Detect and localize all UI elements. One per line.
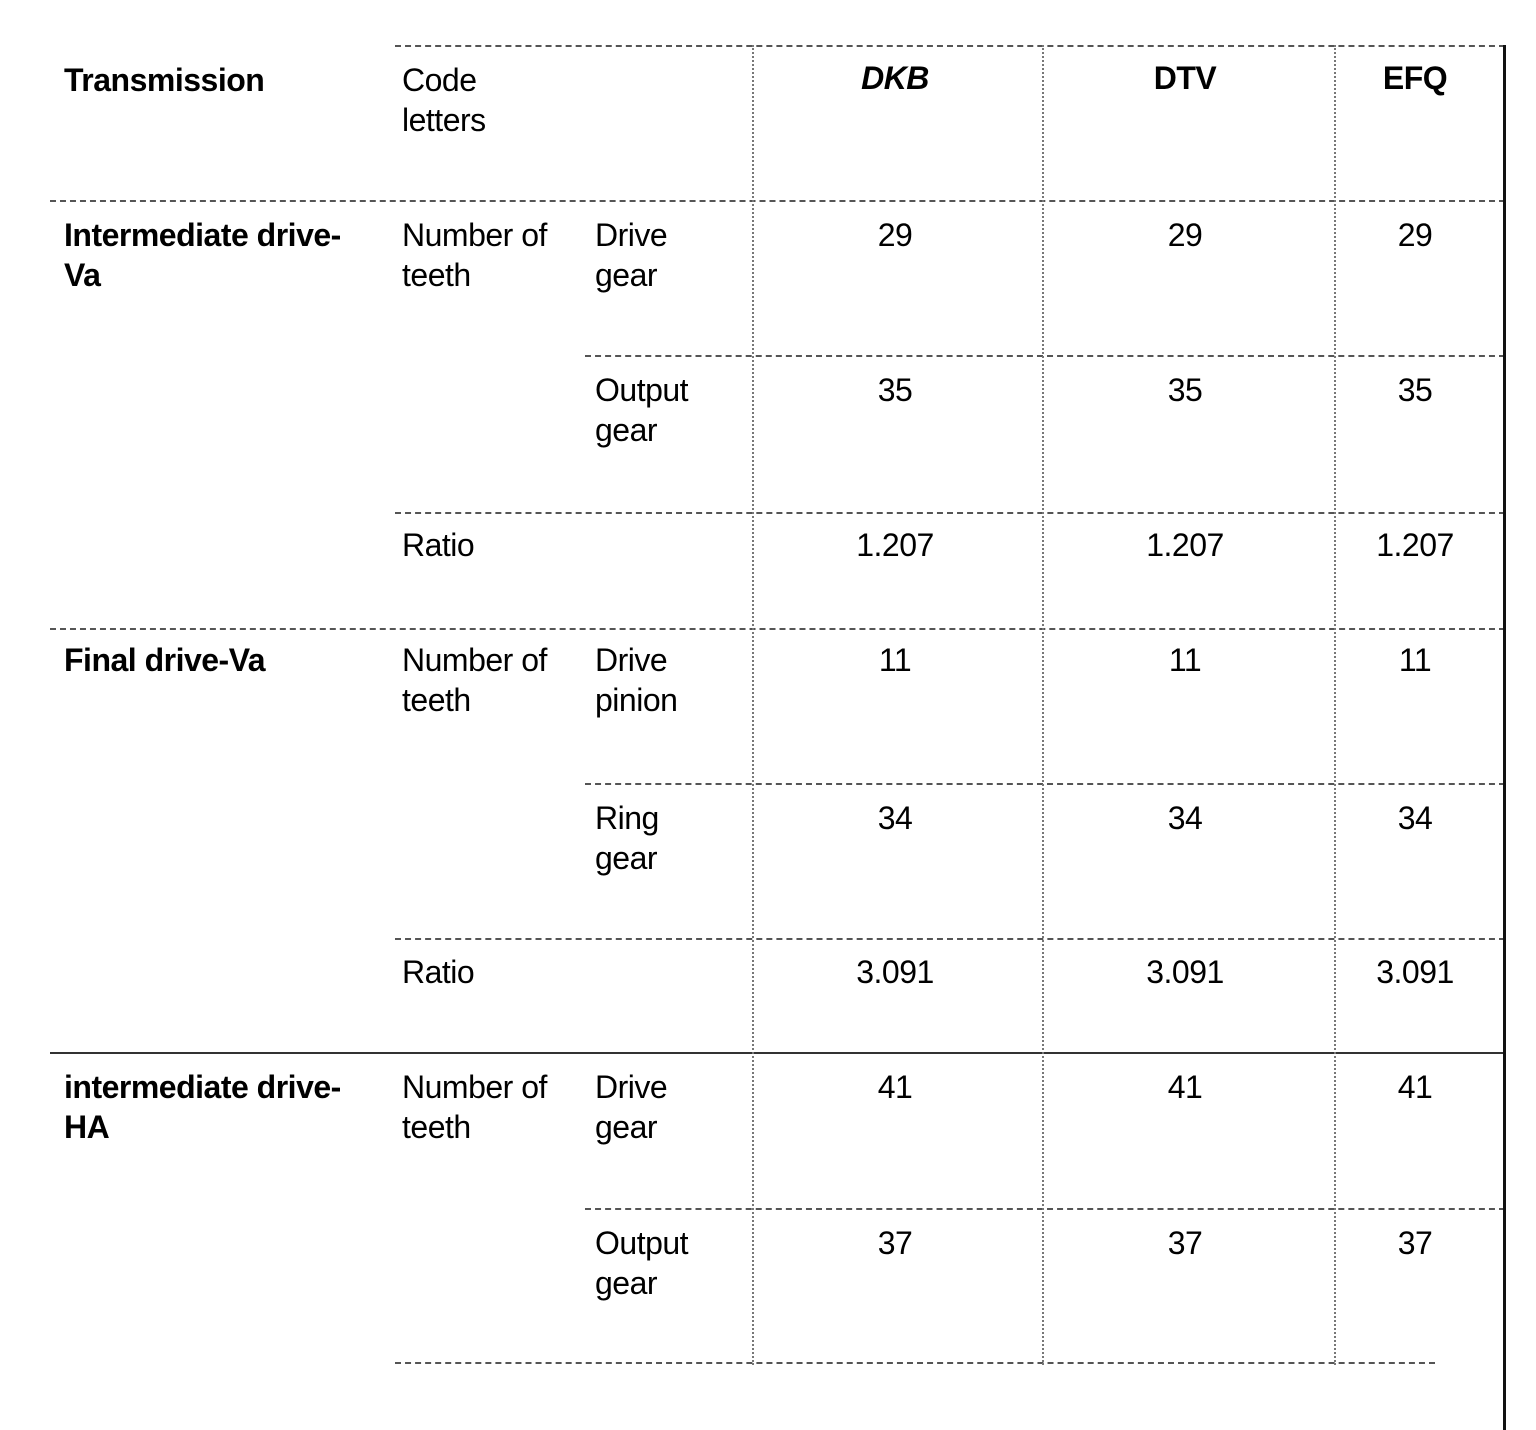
row-label: Ratio	[402, 527, 475, 563]
cell-value: 11	[878, 642, 912, 678]
rule-bottom	[395, 1362, 1435, 1364]
cell-value: 37	[1397, 1225, 1433, 1261]
row-sublabel: Drive pinion	[595, 642, 678, 718]
header-code-letters: Code letters	[402, 62, 486, 138]
row-label: Ratio	[402, 954, 475, 990]
cell-value: 11	[1168, 642, 1202, 678]
rule-below-header	[50, 200, 1505, 202]
cell-value: 34	[1167, 800, 1203, 836]
rule-row-2	[395, 512, 1505, 514]
group-label: Intermediate drive- Va	[64, 217, 341, 293]
row-sublabel: Drive gear	[595, 1069, 668, 1145]
cell-value: 1.207	[1376, 527, 1454, 563]
group-label: Final drive-Va	[64, 642, 266, 678]
cell-value: 35	[1167, 372, 1203, 408]
row-sublabel: Output gear	[595, 372, 689, 448]
cell-value: 34	[877, 800, 913, 836]
cell-value: 41	[1397, 1069, 1433, 1105]
cell-value: 41	[877, 1069, 913, 1105]
row-label: Number of teeth	[402, 642, 547, 718]
right-border	[1503, 45, 1506, 1430]
rule-row-3	[50, 628, 1505, 630]
cell-value: 37	[1167, 1225, 1203, 1261]
cell-value: 1.207	[856, 527, 934, 563]
cell-value: 37	[877, 1225, 913, 1261]
header-code-efq: EFQ	[1382, 60, 1448, 96]
row-sublabel: Ring gear	[595, 800, 659, 876]
cell-value: 29	[1397, 217, 1433, 253]
rule-row-7	[585, 1208, 1505, 1210]
row-sublabel: Drive gear	[595, 217, 668, 293]
rule-row-5	[395, 938, 1505, 940]
cell-value: 3.091	[1146, 954, 1224, 990]
cell-value: 41	[1167, 1069, 1203, 1105]
cell-value: 29	[877, 217, 913, 253]
group-label: intermediate drive- HA	[64, 1069, 341, 1145]
rule-top	[395, 45, 1505, 47]
header-transmission: Transmission	[64, 62, 265, 98]
row-sublabel: Output gear	[595, 1225, 689, 1301]
row-label: Number of teeth	[402, 217, 547, 293]
cell-value: 1.207	[1146, 527, 1224, 563]
cell-value: 3.091	[856, 954, 934, 990]
rule-row-4	[585, 783, 1505, 785]
cell-value: 3.091	[1376, 954, 1454, 990]
rule-row-1	[585, 355, 1505, 357]
rule-row-6	[50, 1052, 1505, 1054]
col-rule-1	[752, 45, 754, 1365]
header-code-dtv: DTV	[1153, 60, 1217, 96]
cell-value: 35	[1397, 372, 1433, 408]
cell-value: 34	[1397, 800, 1433, 836]
cell-value: 11	[1398, 642, 1432, 678]
cell-value: 35	[877, 372, 913, 408]
cell-value: 29	[1167, 217, 1203, 253]
row-label: Number of teeth	[402, 1069, 547, 1145]
header-code-dkb: DKB	[861, 60, 929, 96]
col-rule-2	[1042, 45, 1044, 1365]
